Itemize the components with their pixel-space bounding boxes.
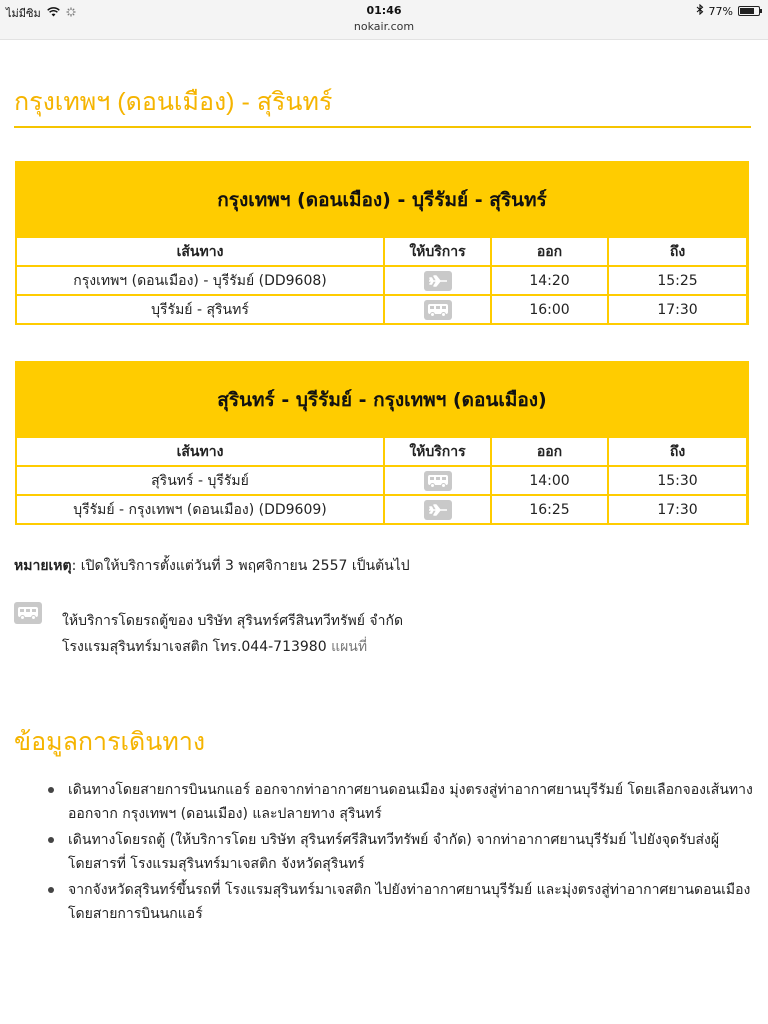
schedule-title: กรุงเทพฯ (ดอนเมือง) - บุรีรัมย์ - สุรินทร์ bbox=[15, 161, 749, 238]
arrive-cell: 15:30 bbox=[609, 467, 746, 494]
arrive-cell: 17:30 bbox=[609, 496, 746, 523]
route-cell: กรุงเทพฯ (ดอนเมือง) - บุรีรัมย์ (DD9608) bbox=[17, 267, 383, 294]
column-header-arrive: ถึง bbox=[609, 238, 746, 265]
bus-icon bbox=[14, 602, 42, 624]
column-header-route: เส้นทาง bbox=[17, 438, 383, 465]
clock: 01:46 bbox=[366, 4, 402, 17]
list-item: เดินทางโดยรถตู้ (ให้บริการโดย บริษัท สุรินทร์ศรีสินทวีทรัพย์ จำกัด) จากท่าอากาศยานบุรีรัมย์ ไปยังจุดรับส่งผู้โดยสารที่ โรงแรมสุรินทร์มาเจสติก จังหวัดสุรินทร์ bbox=[44, 828, 754, 876]
schedule-return bbox=[15, 361, 749, 525]
page-title: กรุงเทพฯ (ดอนเมือง) - สุรินทร์ bbox=[14, 88, 333, 116]
bluetooth-icon bbox=[696, 4, 704, 18]
table-row bbox=[17, 296, 747, 323]
schedule-table bbox=[15, 238, 749, 325]
battery-level bbox=[740, 8, 754, 14]
operator-text: ให้บริการโดยรถตู้ของ บริษัท สุรินทร์ศรีสินทวีทรัพย์ จำกัด bbox=[62, 613, 404, 629]
service-cell bbox=[385, 496, 490, 523]
schedule-table bbox=[15, 438, 749, 525]
status-bar bbox=[0, 0, 768, 40]
arrive-cell: 15:25 bbox=[609, 267, 746, 294]
battery-icon bbox=[738, 6, 760, 16]
status-right bbox=[696, 4, 760, 18]
address-bar-url[interactable]: nokair.com bbox=[353, 20, 415, 33]
service-cell bbox=[385, 267, 490, 294]
travel-info-list bbox=[44, 778, 754, 928]
bus-icon bbox=[424, 300, 452, 320]
column-header-service: ให้บริการ bbox=[385, 438, 490, 465]
service-cell bbox=[385, 296, 490, 323]
table-header-row bbox=[17, 438, 747, 465]
depart-cell: 14:00 bbox=[492, 467, 607, 494]
plane-icon bbox=[424, 271, 452, 291]
column-header-arrive: ถึง bbox=[609, 438, 746, 465]
list-item: จากจังหวัดสุรินทร์ขึ้นรถที่ โรงแรมสุรินทร์มาเจสติก ไปยังท่าอากาศยานบุรีรัมย์ และมุ่งตรงสู่ท่าอากาศยานดอนเมือง โดยสายการบินนกแอร์ bbox=[44, 878, 754, 926]
route-cell: บุรีรัมย์ - กรุงเทพฯ (ดอนเมือง) (DD9609) bbox=[17, 496, 383, 523]
column-header-depart: ออก bbox=[492, 238, 607, 265]
bus-icon bbox=[424, 471, 452, 491]
battery-percent: 77% bbox=[708, 4, 733, 18]
route-cell: สุรินทร์ - บุรีรัมย์ bbox=[17, 467, 383, 494]
column-header-service: ให้บริการ bbox=[385, 238, 490, 265]
depart-cell: 16:00 bbox=[492, 296, 607, 323]
service-cell bbox=[385, 467, 490, 494]
travel-info-title: ข้อมูลการเดินทาง bbox=[14, 728, 206, 756]
arrive-cell: 17:30 bbox=[609, 296, 746, 323]
table-row bbox=[17, 496, 747, 523]
table-row bbox=[17, 467, 747, 494]
schedule-title: สุรินทร์ - บุรีรัมย์ - กรุงเทพฯ (ดอนเมือง) bbox=[15, 361, 749, 438]
map-link[interactable]: แผนที่ bbox=[331, 639, 368, 655]
table-row bbox=[17, 267, 747, 294]
hotel-contact bbox=[62, 636, 367, 658]
remark-text: : เปิดให้บริการตั้งแต่วันที่ 3 พฤศจิกายน 2557 เป็นต้นไป bbox=[71, 558, 410, 574]
depart-cell: 16:25 bbox=[492, 496, 607, 523]
route-cell: บุรีรัมย์ - สุรินทร์ bbox=[17, 296, 383, 323]
carrier-label: ไม่มีซิม bbox=[6, 7, 41, 20]
hotel-phone-text: โรงแรมสุรินทร์มาเจสติก โทร.044-713980 bbox=[62, 639, 327, 655]
remark bbox=[14, 555, 410, 577]
schedule-outbound bbox=[15, 161, 749, 325]
depart-cell: 14:20 bbox=[492, 267, 607, 294]
list-item: เดินทางโดยสายการบินนกแอร์ ออกจากท่าอากาศยานดอนเมือง มุ่งตรงสู่ท่าอากาศยานบุรีรัมย์ โดยเลือกจองเส้นทาง ออกจาก กรุงเทพฯ (ดอนเมือง) และปลายทาง สุรินทร์ bbox=[44, 778, 754, 826]
column-header-route: เส้นทาง bbox=[17, 238, 383, 265]
column-header-depart: ออก bbox=[492, 438, 607, 465]
plane-icon bbox=[424, 500, 452, 520]
remark-label: หมายเหตุ bbox=[14, 558, 72, 574]
title-divider bbox=[14, 126, 751, 128]
table-header-row bbox=[17, 238, 747, 265]
